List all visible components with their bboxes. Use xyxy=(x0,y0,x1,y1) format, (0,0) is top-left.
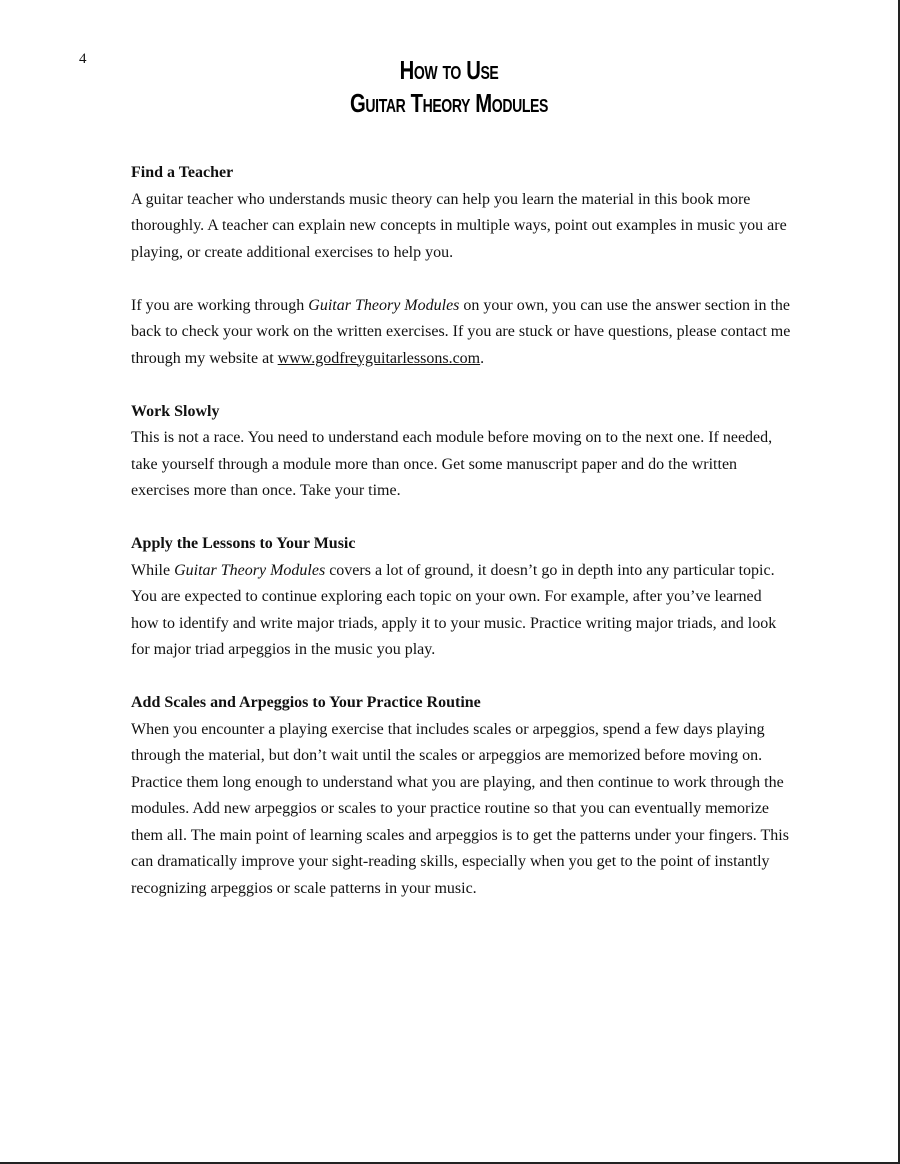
website-link[interactable]: www.godfreyguitarlessons.com xyxy=(277,349,481,367)
text-run: If you are working through xyxy=(131,296,309,314)
book-title-italic: Guitar Theory Modules xyxy=(308,296,460,314)
paragraph xyxy=(131,558,791,664)
section-heading: Apply the Lessons to Your Music xyxy=(131,535,356,552)
page-number: 4 xyxy=(79,51,87,67)
section-heading: Find a Teacher xyxy=(131,164,234,181)
section-scales-arpeggios xyxy=(131,690,791,902)
paragraph: When you encounter a playing exercise that includes scales or arpeggios, spend a few days playing through the material, but don’t wait until the scales or arpeggios are memorized before moving on. Practice them long enough to understand what you are playing, and then continue to work through the modules. Add new arpeggios or scales to your practice routine so that you can eventually memorize them all. The main point of learning scales and arpeggios is to get the patterns under your fingers. This can dramatically improve your sight-reading skills, especially when you get to the point of instantly recognizing arpeggios or scale patterns in your music. xyxy=(131,720,789,897)
section-work-slowly xyxy=(131,399,791,505)
book-title-italic: Guitar Theory Modules xyxy=(174,561,326,579)
section-find-a-teacher xyxy=(131,160,791,372)
page-title xyxy=(99,54,799,120)
section-apply-lessons xyxy=(131,531,791,664)
paragraph: A guitar teacher who understands music theory can help you learn the material in this book more thoroughly. A teacher can explain new concepts in multiple ways, point out examples in music you are playing, or create additional exercises to help you. xyxy=(131,190,787,261)
text-run: covers a lot of ground, it doesn’t go in depth into any particular topic. You are expected to continue exploring each topic on your own. For example, after you’ve learned how to identify and write major triads, apply it to your music. Practice writing major triads, and look for major triad arpeggios in the music you play. xyxy=(131,561,777,658)
title-line-2: Guitar Theory Modules xyxy=(350,88,548,118)
paragraph: This is not a race. You need to understand each module before moving on to the next one. If needed, take yourself through a module more than once. Get some manuscript paper and do the written exercises more than once. Take your time. xyxy=(131,429,773,499)
title-line-1: How to Use xyxy=(399,55,499,85)
body-content xyxy=(131,160,791,929)
section-heading: Work Slowly xyxy=(131,402,220,420)
text-run: . xyxy=(480,349,485,367)
section-heading: Add Scales and Arpeggios to Your Practice Routine xyxy=(131,694,481,711)
paragraph xyxy=(131,293,791,373)
text-run: on your own, you can use the answer section in the back to check your work on the written exercises. If you are stuck or have questions, please contact me through my website at xyxy=(131,296,791,367)
text-run: While xyxy=(131,561,175,579)
